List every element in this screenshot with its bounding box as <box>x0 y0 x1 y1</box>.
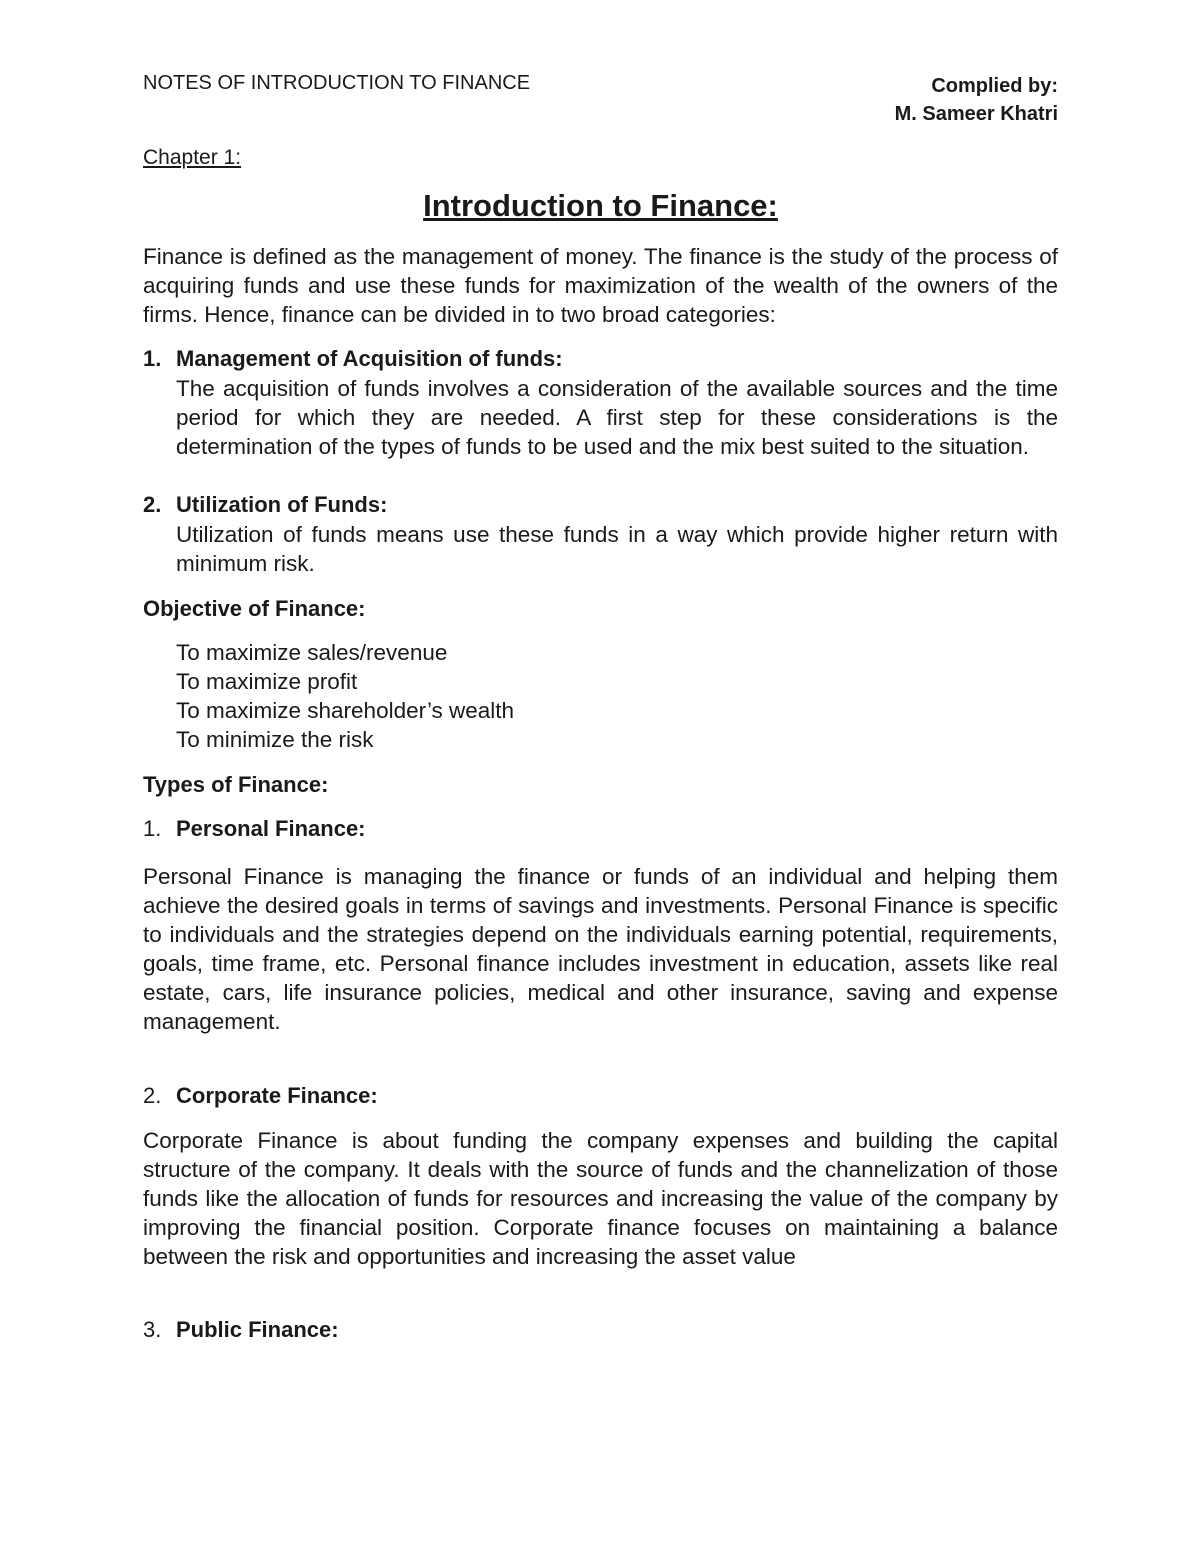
type-body: Personal Finance is managing the finance or funds of an individual and helping them achieve the desired goals in terms of savings and investments. Personal Finance is specific to individuals and the strategies depend on the individuals earning potential, requirements, goals, time frame, etc. Personal finance includes investment in education, assets like real estate, cars, life insurance policies, medical and other insurance, saving and expense management. <box>143 864 1058 1034</box>
type-number: 1. <box>143 816 162 841</box>
objective-item: To maximize profit <box>176 669 358 694</box>
category-number: 2. <box>143 492 162 517</box>
category-heading: Utilization of Funds: <box>176 492 388 517</box>
type-heading: Public Finance: <box>176 1317 339 1342</box>
objective-heading: Objective of Finance: <box>143 596 366 621</box>
objective-item: To maximize sales/revenue <box>176 640 448 665</box>
chapter-label: Chapter 1: <box>143 146 242 169</box>
category-body: Utilization of funds means use these funds in a way which provide higher return with minimum risk. <box>176 522 1058 576</box>
compiled-by-block <box>760 72 1058 128</box>
compiled-by-label: Complied by: <box>931 75 1058 97</box>
objective-item: To minimize the risk <box>176 727 374 752</box>
category-body: The acquisition of funds involves a consideration of the available sources and the time period for which they are needed. A first step for these considerations is the determination of the types of funds to be used and the mix best suited to the situation. <box>176 376 1058 459</box>
category-heading: Management of Acquisition of funds: <box>176 346 563 371</box>
page-title: Introduction to Finance: <box>423 188 778 223</box>
types-heading: Types of Finance: <box>143 772 329 797</box>
document-header-title: NOTES OF INTRODUCTION TO FINANCE <box>143 72 531 94</box>
type-heading: Corporate Finance: <box>176 1083 378 1108</box>
type-heading: Personal Finance: <box>176 816 366 841</box>
intro-paragraph: Finance is defined as the management of money. The finance is the study of the process of acquiring funds and use these funds for maximization of the wealth of the owners of the firms. Hence, finance can be divided in to two broad categories: <box>143 244 1058 327</box>
category-number: 1. <box>143 346 162 371</box>
author-name: M. Sameer Khatri <box>894 103 1058 125</box>
objective-item: To maximize shareholder’s wealth <box>176 698 515 723</box>
type-body: Corporate Finance is about funding the company expenses and building the capital structure of the company. It deals with the source of funds and the channelization of those funds like the allocation of funds for resources and increasing the value of the company by improving the financial position. Corporate finance focuses on maintaining a balance between the risk and opportunities and increasing the asset value <box>143 1128 1058 1269</box>
type-number: 3. <box>143 1317 162 1342</box>
type-number: 2. <box>143 1083 162 1108</box>
